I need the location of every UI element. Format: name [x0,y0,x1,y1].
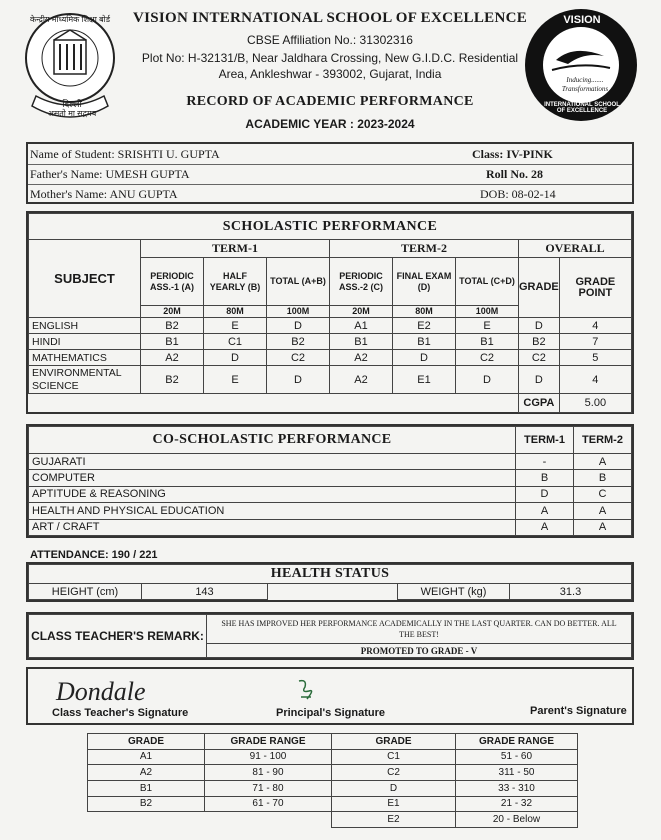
col-grade-point: GRADE POINT [559,258,631,318]
school-address [135,50,525,82]
student-name: Name of Student: SRISHTI U. GUPTA [30,147,220,161]
table-row [88,796,578,812]
grade-cell: B2 [267,334,330,350]
table-row [29,519,632,535]
table-row [29,318,632,334]
address-line-2: Area, Ankleshwar - 393002, Gujarat, India [218,67,442,81]
grade-cell: B1 [330,334,393,350]
grade-cell: C2 [267,350,330,366]
grade-scale-cell: 91 - 100 [205,749,332,765]
date-of-birth: DOB: 08-02-14 [480,187,556,201]
co-term1-header: TERM-1 [516,427,574,454]
grade-scale-header: GRADE RANGE [205,734,332,750]
activity-name: GUJARATI [29,454,516,470]
overall-header: OVERALL [519,240,632,258]
table-row [29,334,632,350]
subject-name: MATHEMATICS [29,350,141,366]
principal-signature-label: Principal's Signature [276,707,385,719]
grade-scale-header: GRADE [88,734,205,750]
grading-scale-table [87,733,578,828]
grade-cell: D [519,318,560,334]
scholastic-title: SCHOLASTIC PERFORMANCE [29,214,632,240]
grade-scale-empty [205,812,332,828]
term1-header: TERM-1 [141,240,330,258]
height-label: HEIGHT (cm) [29,584,142,600]
grade-scale-cell: 21 - 32 [456,796,578,812]
table-row [29,454,632,470]
grade-cell: A [574,519,632,535]
parent-signature-label: Parent's Signature [530,705,627,717]
remark-text: SHE HAS IMPROVED HER PERFORMANCE ACADEMICALLY IN THE LAST QUARTER. CAN DO BETTER. ALL THE BEST! [207,615,632,644]
grade-point-cell: 4 [559,366,631,394]
grade-cell: C2 [456,350,519,366]
grade-cell: D [267,366,330,394]
grade-scale-cell: 51 - 60 [456,749,578,765]
grade-cell: C [574,486,632,502]
scholastic-performance-table [26,211,634,414]
grade-scale-cell: 61 - 70 [205,796,332,812]
grade-cell: C2 [519,350,560,366]
grade-cell: A2 [330,350,393,366]
activity-name: APTITUDE & REASONING [29,486,516,502]
grade-cell: B2 [141,366,204,394]
max-marks: 20M [141,306,204,318]
table-row [88,749,578,765]
affiliation-number: CBSE Affiliation No.: 31302316 [247,33,413,47]
max-marks: 100M [267,306,330,318]
max-marks: 80M [393,306,456,318]
subject-name: ENVIRONMENTAL SCIENCE [29,366,141,394]
record-title: RECORD OF ACADEMIC PERFORMANCE [186,94,474,109]
principal-signature-mark [293,677,319,705]
grade-cell: D [456,366,519,394]
col-final-exam: FINAL EXAM (D) [393,258,456,306]
grade-cell: D [204,350,267,366]
grade-scale-cell: D [332,780,456,796]
grade-cell: B1 [393,334,456,350]
table-row [29,486,632,502]
cgpa-spacer [29,394,519,413]
max-marks: 100M [456,306,519,318]
father-name: Father's Name: UMESH GUPTA [30,167,190,181]
max-marks: 80M [204,306,267,318]
grade-scale-header: GRADE RANGE [456,734,578,750]
co-term2-header: TERM-2 [574,427,632,454]
academic-year: ACADEMIC YEAR : 2023-2024 [245,117,415,131]
grade-scale-cell: C2 [332,765,456,781]
grade-cell: B2 [141,318,204,334]
roll-number: Roll No. 28 [486,167,543,181]
divider [28,164,632,165]
grade-cell: D [516,486,574,502]
col-grade: GRADE [519,258,560,318]
class-label: Class: IV-PINK [472,147,553,161]
grade-cell: A1 [330,318,393,334]
grade-cell: B1 [141,334,204,350]
weight-value: 31.3 [559,585,582,598]
col-total-2: TOTAL (C+D) [456,258,519,306]
grade-cell: E [456,318,519,334]
co-scholastic-table [26,424,634,538]
divider [28,184,632,185]
cbse-logo-city: दिल्ली [62,99,82,109]
subject-name: ENGLISH [29,318,141,334]
subject-name: HINDI [29,334,141,350]
col-half-yearly: HALF YEARLY (B) [204,258,267,306]
grade-scale-cell: C1 [332,749,456,765]
subject-header: SUBJECT [29,240,141,318]
weight-cell [398,584,632,600]
activity-name: ART / CRAFT [29,519,516,535]
health-status-title: HEALTH STATUS [29,565,632,584]
table-row [29,470,632,486]
activity-name: HEALTH AND PHYSICAL EDUCATION [29,503,516,519]
health-spacer [268,584,398,600]
grade-point-cell: 7 [559,334,631,350]
weight-label: WEIGHT (kg) [398,584,510,599]
cgpa-value: 5.00 [559,394,631,413]
class-teacher-signature-label: Class Teacher's Signature [52,707,189,719]
grade-point-cell: 5 [559,350,631,366]
table-row [88,780,578,796]
address-line-1: Plot No: H-32131/B, Near Jaldhara Crossing, New G.I.D.C. Residential [141,51,519,65]
height-value: 143 [142,584,268,600]
table-row [88,765,578,781]
grade-cell: B1 [456,334,519,350]
mother-name: Mother's Name: ANU GUPTA [30,187,178,201]
col-periodic-1: PERIODIC ASS.-1 (A) [141,258,204,306]
grade-scale-cell: 81 - 90 [205,765,332,781]
grade-cell: D [393,350,456,366]
max-marks: 20M [330,306,393,318]
teacher-remark-box [26,612,634,660]
grade-scale-cell: 311 - 50 [456,765,578,781]
col-total-1: TOTAL (A+B) [267,258,330,306]
cbse-logo-text: केन्द्रीय माध्यमिक शिक्षा बोर्ड [30,15,110,24]
promotion-status: PROMOTED TO GRADE - V [207,644,632,658]
grade-scale-cell: E1 [332,796,456,812]
table-row [88,812,578,828]
grade-cell: A [574,503,632,519]
grade-cell: D [267,318,330,334]
grade-cell: D [519,366,560,394]
grade-cell: A [574,454,632,470]
grade-cell: A [516,503,574,519]
remark-label: CLASS TEACHER'S REMARK: [29,615,207,658]
grade-scale-header: GRADE [332,734,456,750]
grade-cell: E [204,318,267,334]
class-teacher-signature-mark: Dondale [56,677,146,706]
vision-logo-tag1: Inducing....... [566,76,604,84]
table-row [29,366,632,394]
grade-cell: A [516,519,574,535]
cbse-logo-motto: असतो मा सद्गमय [47,109,97,118]
grade-cell: - [516,454,574,470]
grade-cell: B [516,470,574,486]
grade-scale-cell: B2 [88,796,205,812]
grade-scale-cell: 71 - 80 [205,780,332,796]
grade-cell: A2 [141,350,204,366]
grade-cell: E2 [393,318,456,334]
grade-scale-empty [88,812,205,828]
grade-cell: E [204,366,267,394]
grade-scale-cell: A2 [88,765,205,781]
health-status-table [26,562,634,602]
grade-scale-cell: A1 [88,749,205,765]
grade-scale-cell: 33 - 310 [456,780,578,796]
grade-scale-cell: 20 - Below [456,812,578,828]
col-periodic-2: PERIODIC ASS.-2 (C) [330,258,393,306]
grade-cell: B2 [519,334,560,350]
grade-scale-cell: B1 [88,780,205,796]
vision-logo-title: VISION [563,14,601,26]
table-row [29,503,632,519]
term2-header: TERM-2 [330,240,519,258]
attendance: ATTENDANCE: 190 / 221 [30,549,158,561]
co-scholastic-title: CO-SCHOLASTIC PERFORMANCE [29,427,516,454]
grade-cell: C1 [204,334,267,350]
grade-cell: B [574,470,632,486]
activity-name: COMPUTER [29,470,516,486]
student-info-box [26,142,634,204]
school-name: VISION INTERNATIONAL SCHOOL OF EXCELLENCE [132,10,528,26]
signature-box [26,667,634,725]
table-row [29,350,632,366]
cgpa-label: CGPA [519,394,560,413]
grade-scale-cell: E2 [332,812,456,828]
vision-logo-tag2: Transformations [561,85,609,93]
grade-cell: E1 [393,366,456,394]
vision-logo-ring-text: INTERNATIONAL SCHOOL OF EXCELLENCE [544,102,620,114]
grade-point-cell: 4 [559,318,631,334]
grade-cell: A2 [330,366,393,394]
